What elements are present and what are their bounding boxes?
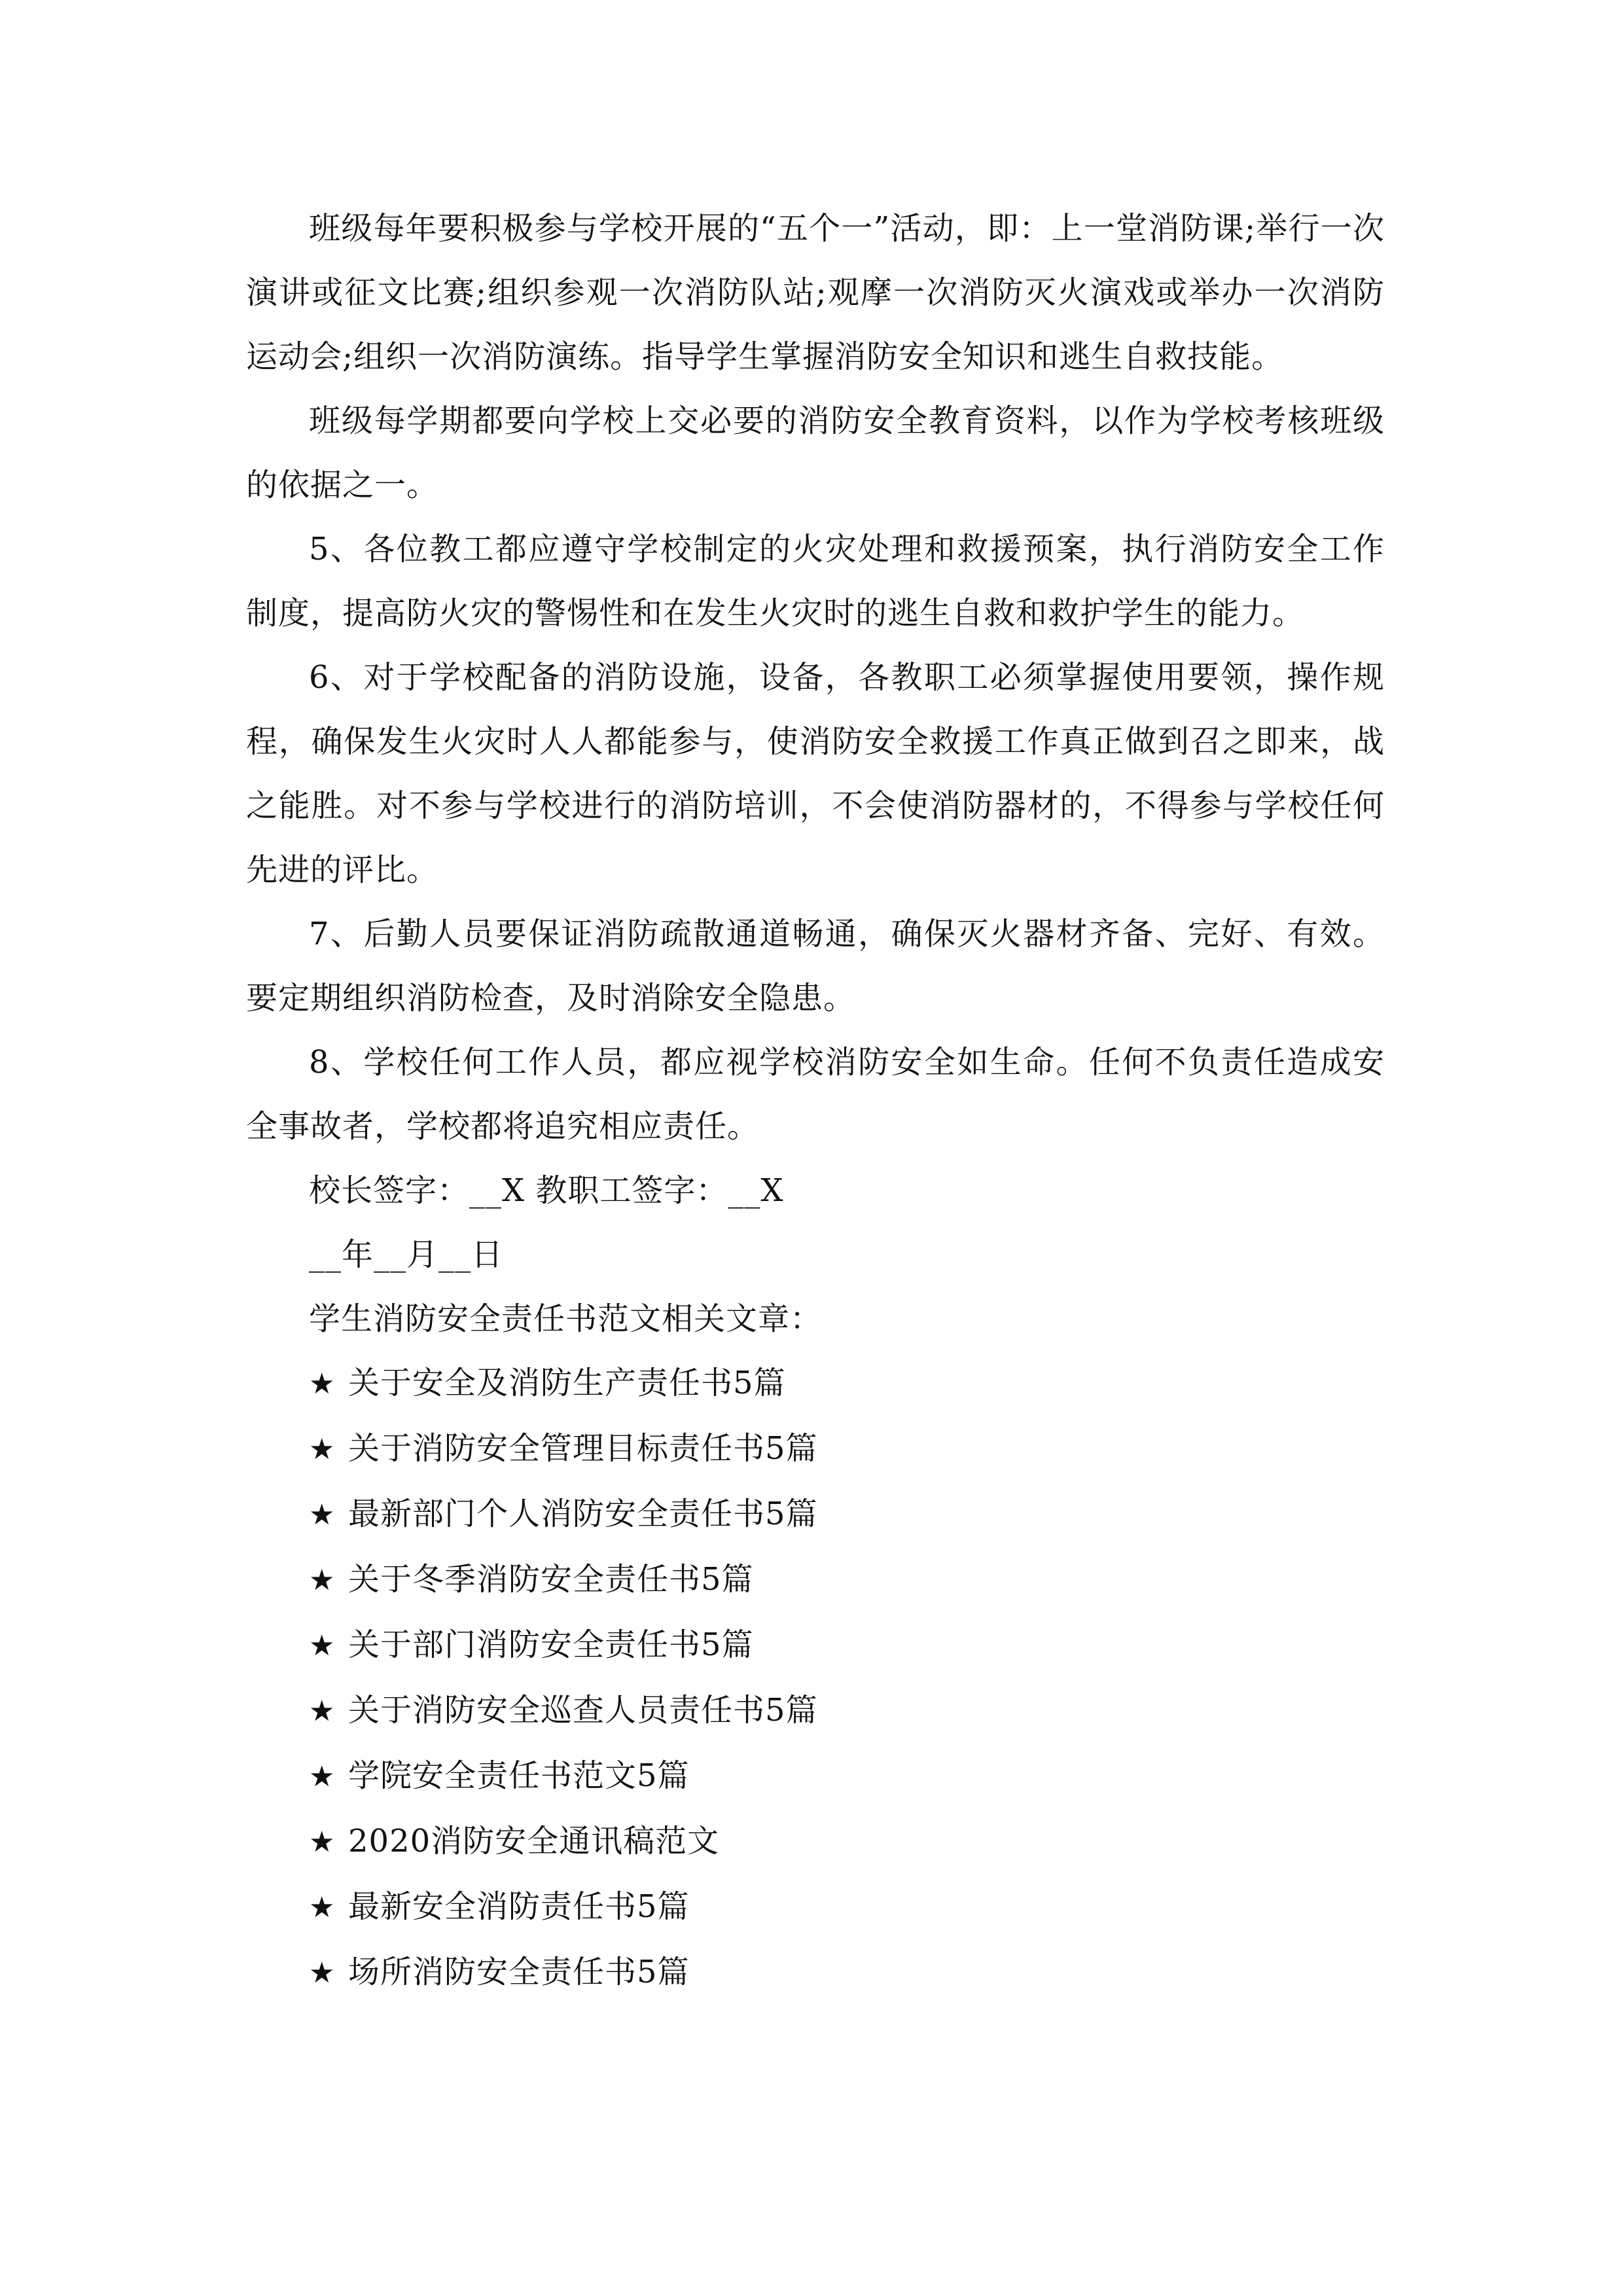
related-article-title: 2020消防安全通讯稿范文 bbox=[348, 1823, 720, 1859]
related-article-link[interactable] bbox=[246, 1678, 1385, 1744]
star-icon: ★ bbox=[309, 1956, 336, 1990]
star-icon: ★ bbox=[309, 1367, 336, 1401]
star-icon: ★ bbox=[309, 1891, 336, 1924]
related-article-link[interactable] bbox=[246, 1547, 1385, 1613]
related-article-link[interactable] bbox=[246, 1482, 1385, 1547]
paragraph-five-activities: 班级每年要积极参与学校开展的“五个一”活动，即：上一堂消防课;举行一次演讲或征文比赛;组织参观一次消防队站;观摩一次消防灭火演戏或举办一次消防运动会;组织一次消防演练。指导学生掌握消防安全知识和逃生自救技能。 bbox=[246, 210, 1385, 375]
star-icon: ★ bbox=[309, 1629, 336, 1662]
related-article-link[interactable] bbox=[246, 1744, 1385, 1809]
related-article-title: 关于部门消防安全责任书5篇 bbox=[348, 1626, 754, 1663]
related-article-link[interactable] bbox=[246, 1613, 1385, 1678]
related-article-link[interactable] bbox=[246, 1874, 1385, 1940]
star-icon: ★ bbox=[309, 1498, 336, 1532]
document-body bbox=[246, 196, 1385, 2005]
signature-line: 校长签字：__X 教职工签字：__X bbox=[309, 1172, 784, 1209]
related-article-title: 关于冬季消防安全责任书5篇 bbox=[348, 1561, 754, 1598]
paragraph-item-8: 8、学校任何工作人员，都应视学校消防安全如生命。任何不负责任造成安全事故者，学校都将追究相应责任。 bbox=[246, 1044, 1385, 1145]
related-article-title: 关于消防安全巡查人员责任书5篇 bbox=[348, 1692, 818, 1729]
star-icon: ★ bbox=[309, 1433, 336, 1466]
related-article-link[interactable] bbox=[246, 1351, 1385, 1416]
related-article-link[interactable] bbox=[246, 1416, 1385, 1482]
star-icon: ★ bbox=[309, 1760, 336, 1793]
related-article-title: 最新安全消防责任书5篇 bbox=[348, 1888, 690, 1925]
related-article-link[interactable] bbox=[246, 1809, 1385, 1874]
related-articles-heading: 学生消防安全责任书范文相关文章： bbox=[309, 1300, 823, 1337]
related-articles-list bbox=[246, 1351, 1385, 2005]
star-icon: ★ bbox=[309, 1564, 336, 1597]
paragraph-item-7: 7、后勤人员要保证消防疏散通道畅通，确保灭火器材齐备、完好、有效。要定期组织消防检查，及时消除安全隐患。 bbox=[246, 916, 1385, 1016]
related-article-title: 学院安全责任书范文5篇 bbox=[348, 1757, 690, 1794]
related-article-title: 关于消防安全管理目标责任书5篇 bbox=[348, 1430, 818, 1467]
star-icon: ★ bbox=[309, 1695, 336, 1728]
related-article-title: 场所消防安全责任书5篇 bbox=[348, 1954, 690, 1990]
related-article-title: 关于安全及消防生产责任书5篇 bbox=[348, 1365, 786, 1401]
star-icon: ★ bbox=[309, 1825, 336, 1859]
date-line: __年__月__日 bbox=[309, 1236, 504, 1273]
paragraph-materials-submission: 班级每学期都要向学校上交必要的消防安全教育资料，以作为学校考核班级的依据之一。 bbox=[246, 403, 1385, 503]
related-article-title: 最新部门个人消防安全责任书5篇 bbox=[348, 1496, 818, 1532]
paragraph-item-6: 6、对于学校配备的消防设施，设备，各教职工必须掌握使用要领，操作规程，确保发生火灾时人人都能参与，使消防安全救援工作真正做到召之即来，战之能胜。对不参与学校进行的消防培训，不会使消防器材的，不得参与学校任何先进的评比。 bbox=[246, 659, 1385, 888]
related-article-link[interactable] bbox=[246, 1940, 1385, 2005]
paragraph-item-5: 5、各位教工都应遵守学校制定的火灾处理和救援预案，执行消防安全工作制度，提高防火灾的警惕性和在发生火灾时的逃生自救和救护学生的能力。 bbox=[246, 531, 1385, 632]
